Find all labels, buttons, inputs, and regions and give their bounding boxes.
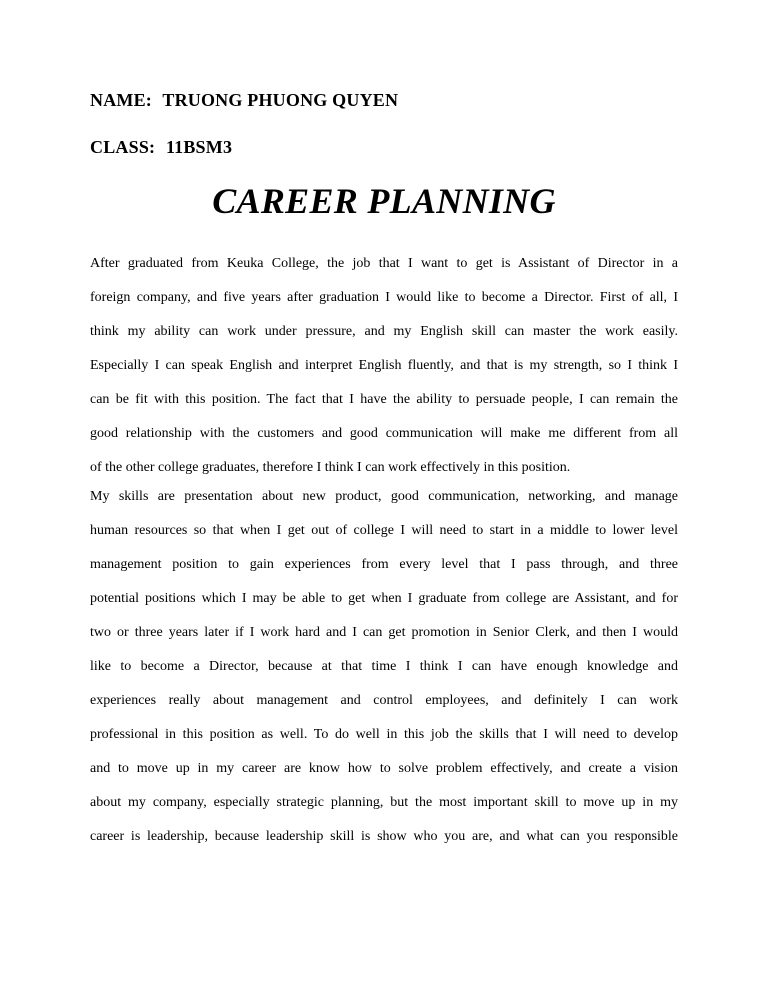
essay-line: potential positions which I may be able to get when I graduate from college are Assistant, and for [90, 591, 678, 606]
class-value: 11BSM3 [165, 137, 233, 157]
essay-line: experiences really about management and control employees, and definitely I can work [90, 693, 678, 708]
name-value: TRUONG PHUONG QUYEN [162, 90, 399, 110]
essay-line: human resources so that when I get out of college I will need to start in a middle to lower level [90, 523, 678, 538]
essay-line: After graduated from Keuka College, the job that I want to get is Assistant of Director in a [90, 256, 678, 271]
essay-body [90, 254, 678, 861]
essay-line: about my company, especially strategic planning, but the most important skill to move up in my [90, 795, 678, 810]
name-label: NAME: [90, 90, 152, 110]
essay-line: foreign company, and five years after graduation I would like to become a Director. First of all, I [90, 290, 678, 305]
essay-line: think my ability can work under pressure, and my English skill can master the work easily. [90, 324, 678, 339]
essay-line: Especially I can speak English and interpret English fluently, and that is my strength, so I think I [90, 358, 678, 373]
essay-line: and to move up in my career are know how to solve problem effectively, and create a vision [90, 761, 678, 776]
essay-line: professional in this position as well. To do well in this job the skills that I will need to develop [90, 727, 678, 742]
student-name-line [90, 90, 398, 111]
essay-line: career is leadership, because leadership skill is show who you are, and what can you responsible [90, 829, 678, 844]
essay-line: My skills are presentation about new product, good communication, networking, and manage [90, 489, 678, 504]
essay-line: can be fit with this position. The fact that I have the ability to persuade people, I can remain the [90, 392, 678, 407]
document-title: CAREER PLANNING [212, 181, 556, 221]
essay-line: of the other college graduates, therefore I think I can work effectively in this position. [90, 460, 571, 475]
essay-line: management position to gain experiences from every level that I pass through, and three [90, 557, 678, 572]
essay-line: good relationship with the customers and good communication will make me different from all [90, 426, 678, 441]
class-label: CLASS: [90, 137, 156, 157]
student-class-line [90, 137, 232, 158]
essay-line: two or three years later if I work hard and I can get promotion in Senior Clerk, and then I would [90, 625, 678, 640]
essay-line: like to become a Director, because at that time I think I can have enough knowledge and [90, 659, 678, 674]
